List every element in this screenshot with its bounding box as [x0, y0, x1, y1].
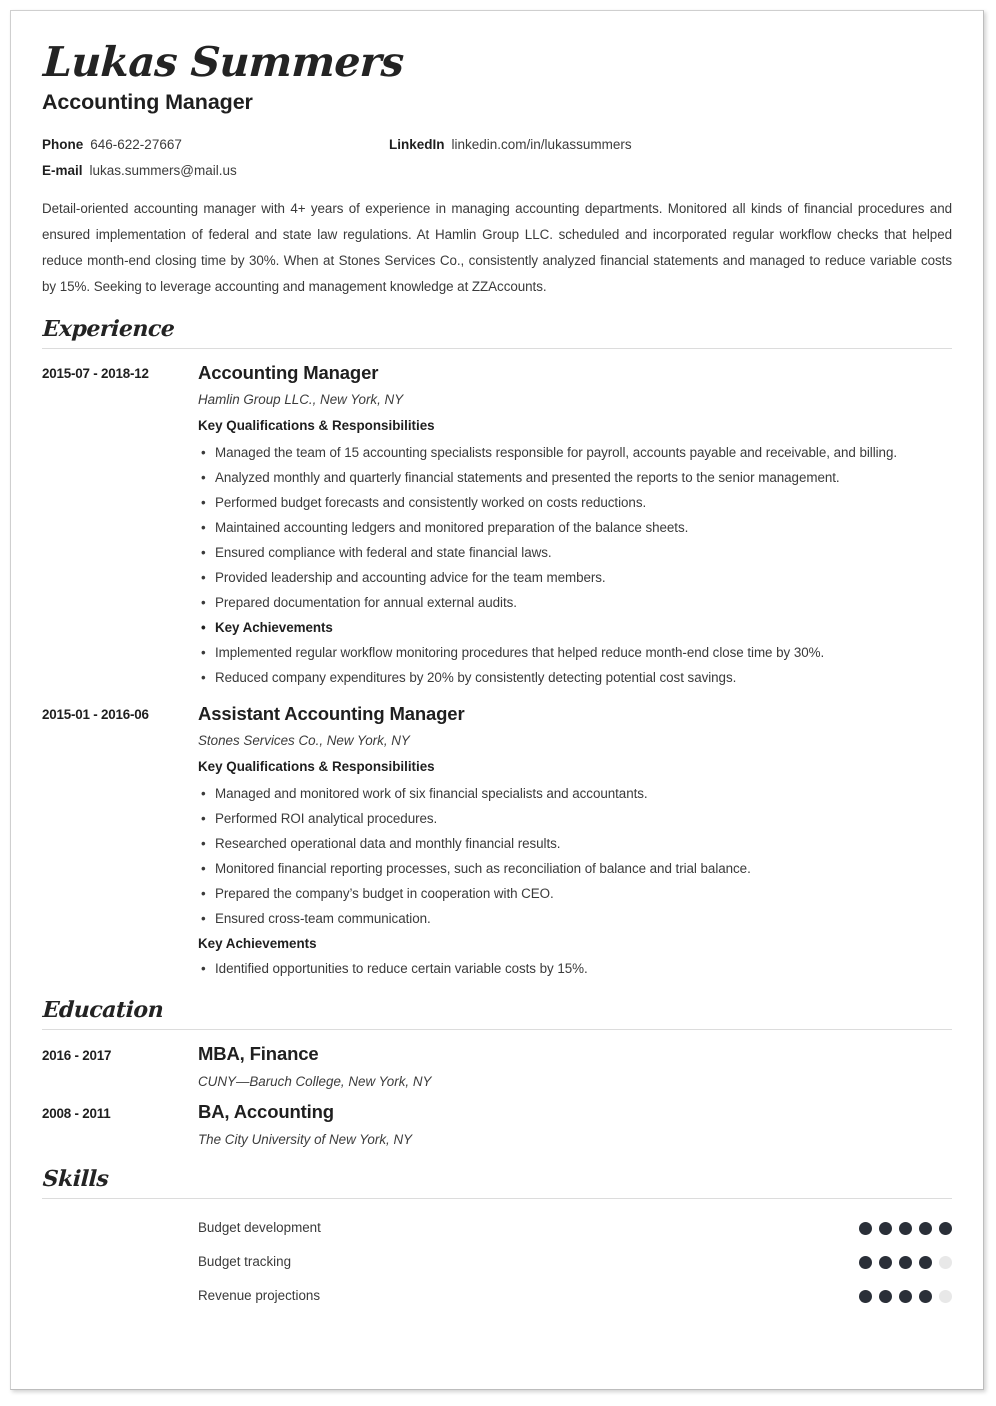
- contact-value-phone[interactable]: 646-622-27667: [90, 137, 182, 152]
- contact-row-2: [42, 163, 952, 178]
- experience-achievements-heading: Key Achievements: [198, 936, 317, 951]
- experience-qualifications-heading: Key Qualifications & Responsibilities: [198, 759, 435, 774]
- list-item: • Performed budget forecasts and consistently worked on costs reductions.: [198, 490, 952, 515]
- skill-row: [42, 1211, 952, 1245]
- contact-row-1: [42, 137, 952, 152]
- rating-dot-filled[interactable]: [859, 1222, 872, 1235]
- education-dates: 2016 - 2017: [42, 1048, 112, 1063]
- candidate-job-title: Accounting Manager: [42, 90, 253, 114]
- education-school: The City University of New York, NY: [198, 1132, 413, 1147]
- experience-entry: [42, 702, 952, 981]
- contact-phone: [42, 137, 389, 152]
- rating-dot-filled[interactable]: [879, 1256, 892, 1269]
- contact-email: [42, 163, 389, 178]
- list-item: • Researched operational data and monthly financial results.: [198, 831, 952, 856]
- section-title-experience: Experience: [42, 316, 176, 342]
- experience-dates: 2015-07 - 2018-12: [42, 366, 149, 381]
- experience-body: [198, 702, 952, 981]
- contact-linkedin: [389, 137, 632, 152]
- education-degree: MBA, Finance: [198, 1043, 319, 1064]
- professional-summary: Detail-oriented accounting manager with 4+ years of experience in managing accounting departments. Monitored all kinds of financial procedures and ensured implementation of federal and state law regulations. At Hamlin Group LLC. scheduled and incorporated regular workflow checks that helped reduce month-end closing time by 30%. When at Stones Services Co., consistently analyzed financial statements and managed to reduce variable costs by 15%. Seeking to leverage accounting and management knowledge at ZZAccounts.: [42, 201, 952, 294]
- contact-details: [42, 137, 952, 178]
- skill-rating[interactable]: [859, 1256, 952, 1269]
- skill-rating[interactable]: [859, 1290, 952, 1303]
- list-item: • Reduced company expenditures by 20% by consistently detecting potential cost savings.: [198, 665, 952, 690]
- list-item: • Monitored financial reporting processes, such as reconciliation of balance and trial balance.: [198, 856, 952, 881]
- section-experience: [42, 316, 952, 981]
- list-item: • Ensured cross-team communication.: [198, 906, 952, 931]
- section-divider-education: [42, 1029, 952, 1030]
- rating-dot-filled[interactable]: [899, 1290, 912, 1303]
- experience-job-title: Accounting Manager: [198, 362, 379, 383]
- education-entry: [42, 1042, 952, 1092]
- resume-header: [42, 37, 952, 300]
- list-item: • Maintained accounting ledgers and monitored preparation of the balance sheets.: [198, 515, 952, 540]
- experience-qualifications-heading: Key Qualifications & Responsibilities: [198, 418, 435, 433]
- rating-dot-empty[interactable]: [939, 1290, 952, 1303]
- rating-dot-filled[interactable]: [939, 1222, 952, 1235]
- experience-company: Hamlin Group LLC., New York, NY: [198, 392, 404, 407]
- contact-label-email: E-mail: [42, 163, 83, 178]
- skill-row: [42, 1245, 952, 1279]
- contact-value-email[interactable]: lukas.summers@mail.us: [89, 163, 237, 178]
- rating-dot-empty[interactable]: [939, 1256, 952, 1269]
- rating-dot-filled[interactable]: [899, 1222, 912, 1235]
- list-item: • Provided leadership and accounting advice for the team members.: [198, 565, 952, 590]
- list-item: • Prepared the company’s budget in cooperation with CEO.: [198, 881, 952, 906]
- section-education: [42, 997, 952, 1150]
- section-skills: [42, 1166, 952, 1313]
- list-item: • Prepared documentation for annual external audits.: [198, 590, 952, 615]
- candidate-name: Lukas Summers: [42, 38, 405, 86]
- rating-dot-filled[interactable]: [919, 1222, 932, 1235]
- education-degree: BA, Accounting: [198, 1101, 334, 1122]
- resume-document: [10, 10, 984, 1390]
- experience-company: Stones Services Co., New York, NY: [198, 733, 410, 748]
- education-body: [198, 1042, 952, 1092]
- education-school: CUNY—Baruch College, New York, NY: [198, 1074, 432, 1089]
- rating-dot-filled[interactable]: [859, 1256, 872, 1269]
- education-dates: 2008 - 2011: [42, 1106, 111, 1121]
- experience-bullet-list: [198, 440, 952, 690]
- experience-achievements-heading: • Key Achievements: [198, 615, 952, 640]
- section-divider-skills: [42, 1198, 952, 1199]
- contact-label-linkedin: LinkedIn: [389, 137, 445, 152]
- experience-body: [198, 361, 952, 690]
- experience-dates: 2015-01 - 2016-06: [42, 707, 149, 722]
- list-item: • Ensured compliance with federal and state financial laws.: [198, 540, 952, 565]
- section-divider-experience: [42, 348, 952, 349]
- skill-rating[interactable]: [859, 1222, 952, 1235]
- contact-label-phone: Phone: [42, 137, 84, 152]
- list-item: • Implemented regular workflow monitoring procedures that helped reduce month-end close time by 30%.: [198, 640, 952, 665]
- education-entry: [42, 1100, 952, 1150]
- section-title-education: Education: [42, 997, 164, 1023]
- skill-name: Revenue projections: [198, 1288, 321, 1303]
- skill-name: Budget development: [198, 1220, 321, 1235]
- list-item: • Analyzed monthly and quarterly financial statements and presented the reports to the senior management.: [198, 465, 952, 490]
- rating-dot-filled[interactable]: [859, 1290, 872, 1303]
- list-item: • Managed the team of 15 accounting specialists responsible for payroll, accounts payable and receivable, and billing.: [198, 440, 952, 465]
- rating-dot-filled[interactable]: [919, 1256, 932, 1269]
- list-item: • Managed and monitored work of six financial specialists and accountants.: [198, 781, 952, 806]
- rating-dot-filled[interactable]: [879, 1222, 892, 1235]
- experience-achievements-list: [198, 956, 952, 981]
- rating-dot-filled[interactable]: [879, 1290, 892, 1303]
- skill-row: [42, 1279, 952, 1313]
- rating-dot-filled[interactable]: [899, 1256, 912, 1269]
- contact-value-linkedin[interactable]: linkedin.com/in/lukassummers: [451, 137, 632, 152]
- rating-dot-filled[interactable]: [919, 1290, 932, 1303]
- experience-bullet-list: [198, 781, 952, 931]
- section-title-skills: Skills: [42, 1166, 110, 1192]
- education-body: [198, 1100, 952, 1150]
- experience-entry: [42, 361, 952, 690]
- experience-job-title: Assistant Accounting Manager: [198, 703, 465, 724]
- list-item: • Performed ROI analytical procedures.: [198, 806, 952, 831]
- skill-name: Budget tracking: [198, 1254, 292, 1269]
- list-item: • Identified opportunities to reduce certain variable costs by 15%.: [198, 956, 952, 981]
